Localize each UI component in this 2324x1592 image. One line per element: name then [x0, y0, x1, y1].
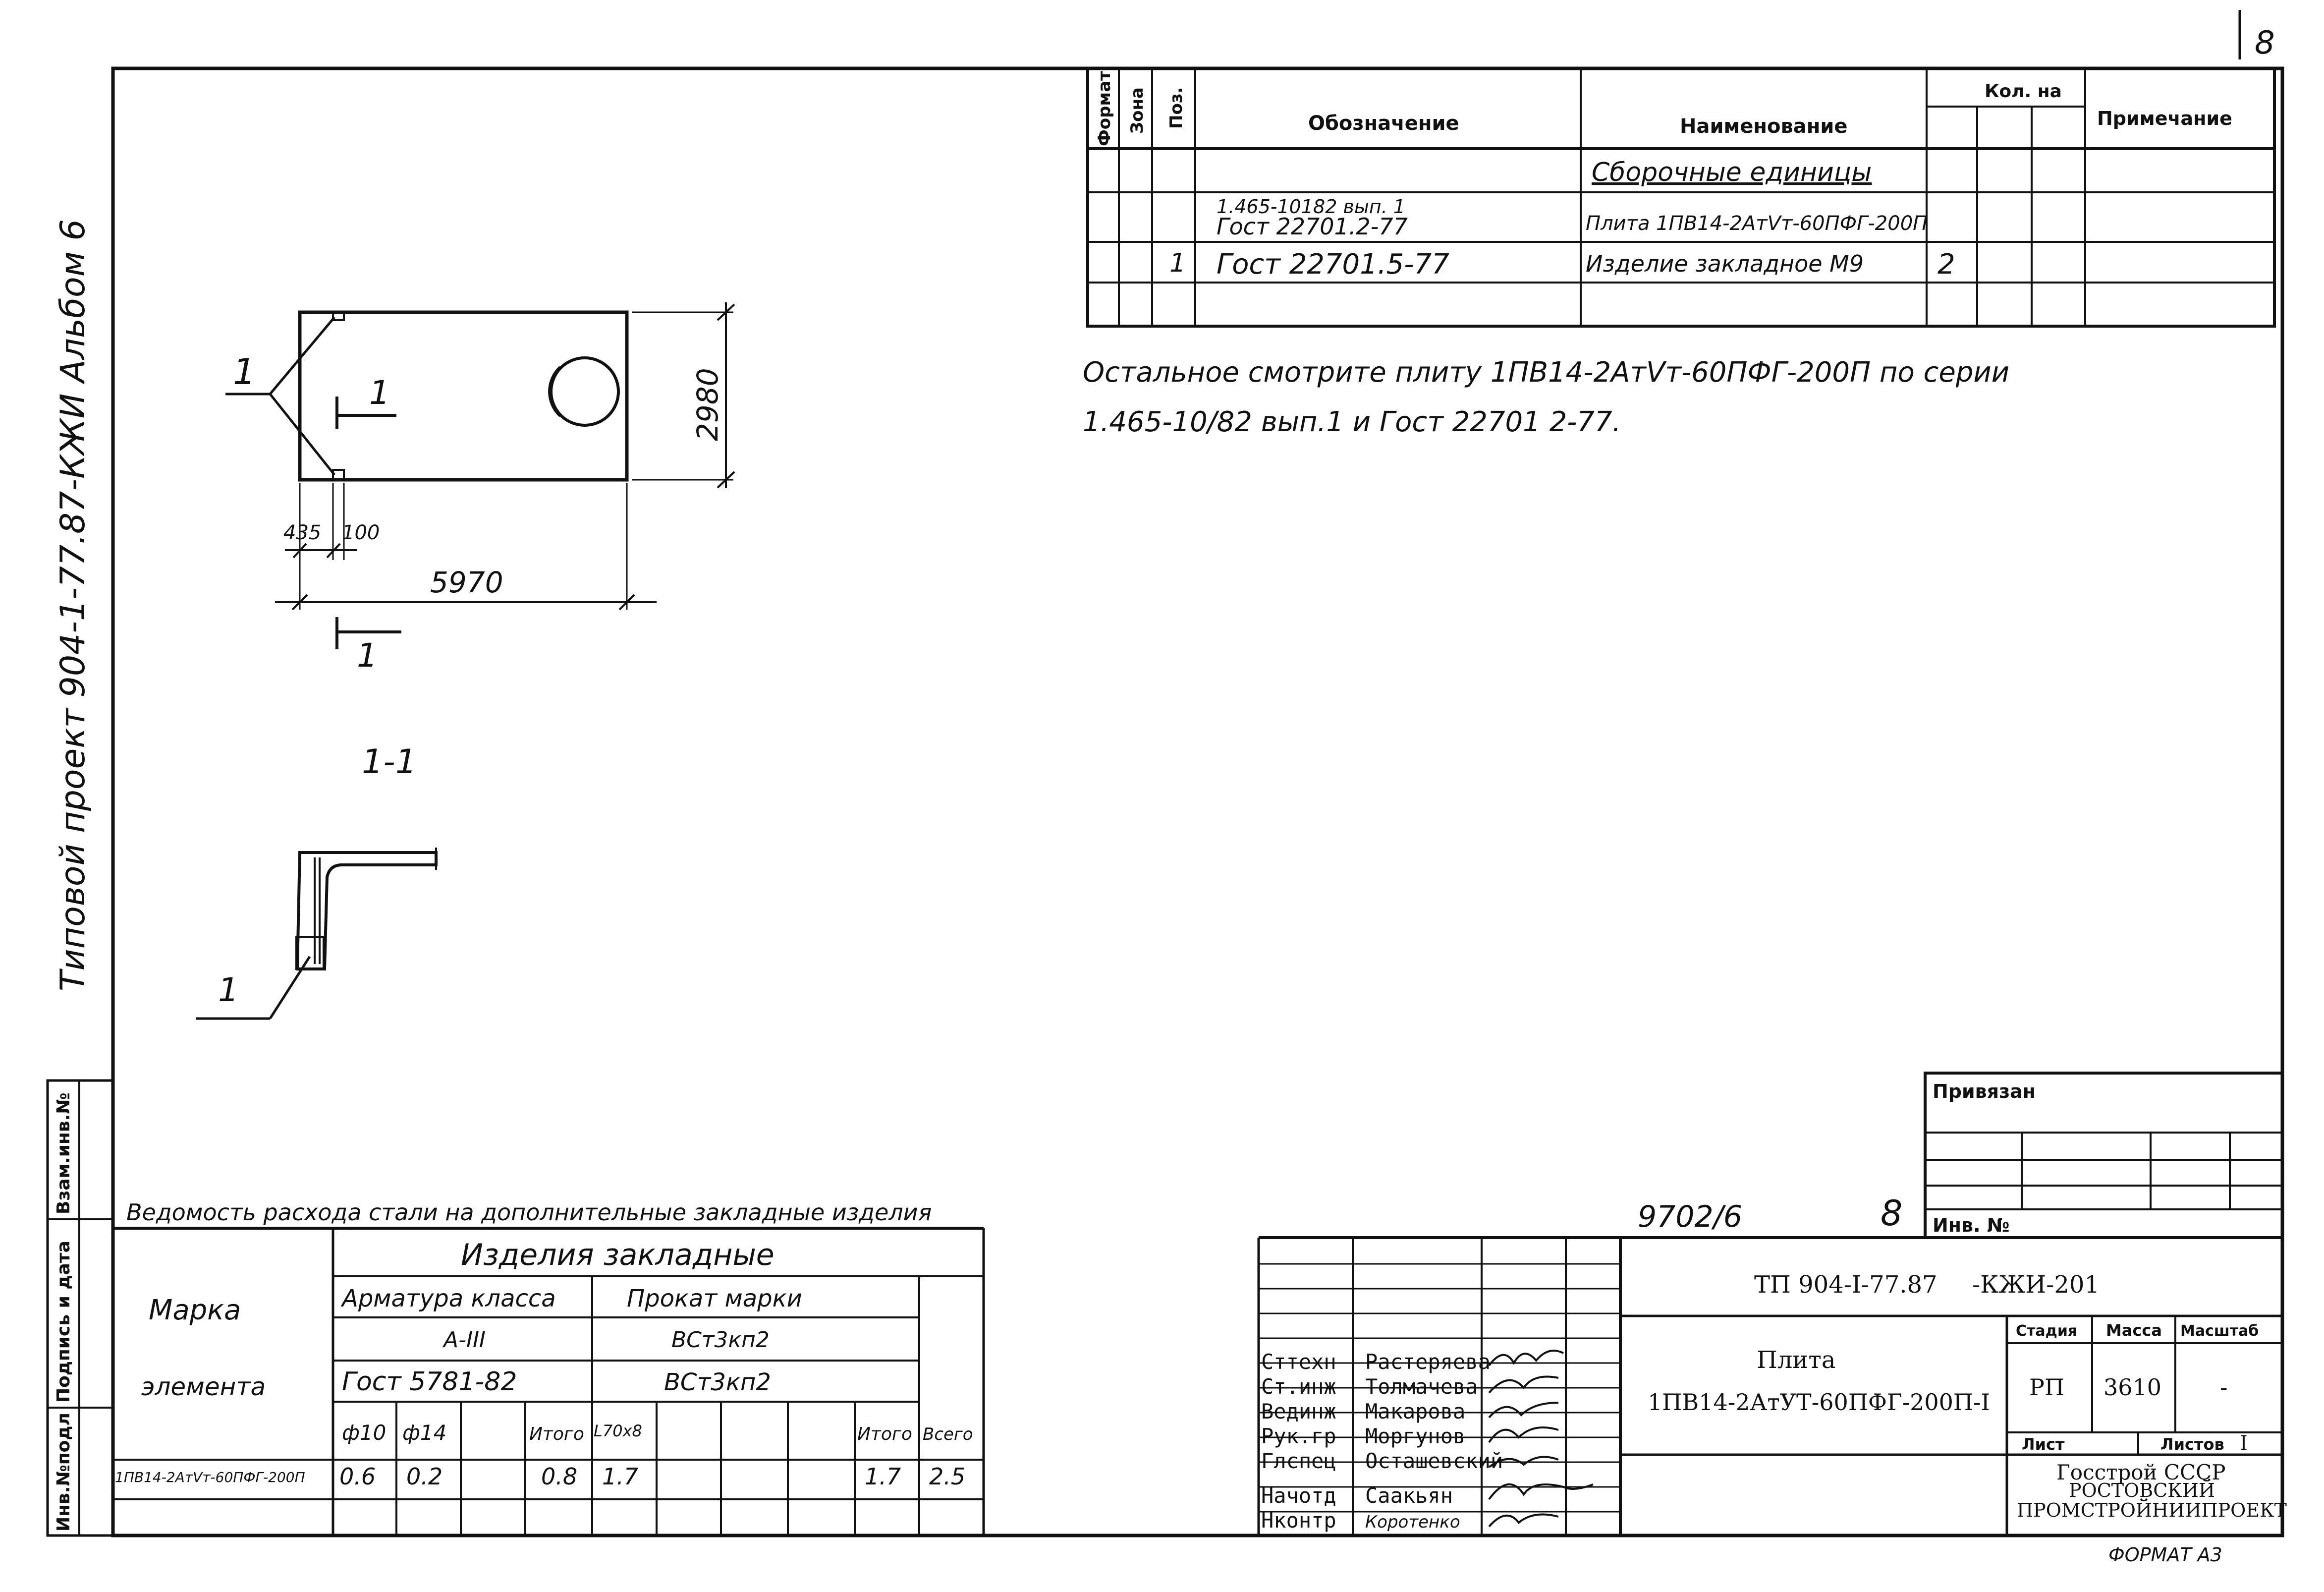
section-code: -КЖИ-201 [1972, 1271, 2100, 1299]
project-code: ТП 904-I-77.87 [1754, 1271, 1937, 1299]
steel-col-d14: ф14 [402, 1421, 447, 1445]
name-2: Толмачева [1365, 1374, 1478, 1399]
steel-row-d14: 0.2 [406, 1463, 443, 1490]
archive-sheet: 8 [1881, 1193, 1903, 1234]
stage-value: РП [2029, 1374, 2065, 1401]
steel-mark-label-2: элемента [141, 1372, 266, 1401]
margin-field-inventory: Инв.№подл [54, 1413, 74, 1532]
role-5: Глспец [1261, 1449, 1336, 1473]
steel-row-total: 0.8 [541, 1463, 578, 1490]
sheet-label: Лист [2022, 1435, 2065, 1454]
spec-row1-designation2: Гост 22701.2-77 [1217, 213, 1408, 240]
steel-table-title: Ведомость расхода стали на дополнительные закладные изделия [126, 1199, 932, 1226]
sheets-label: Листов [2160, 1435, 2224, 1454]
spec-header-zone: Зона [1127, 87, 1147, 134]
name-3: Макарова [1365, 1399, 1466, 1423]
steel-row-total2: 1.7 [865, 1463, 901, 1490]
steel-col-all: Всего [923, 1424, 973, 1444]
steel-col-d10: ф10 [342, 1421, 387, 1445]
spec-row2-designation: Гост 22701.5-77 [1217, 248, 1449, 281]
margin-vertical-title: Типовой проект 904-1-77.87-КЖИ Альбом 6 [54, 219, 93, 991]
role-1: Сттехн [1261, 1350, 1336, 1374]
sheets-value: I [2240, 1432, 2248, 1455]
steel-row-mark: 1ПВ14-2АтVт-60ПФГ-200П [115, 1469, 305, 1485]
section-mark-bottom: 1 [357, 636, 378, 675]
dim-small-2: 100 [342, 521, 380, 544]
steel-rebar-gost: Гост 5781-82 [342, 1367, 517, 1397]
sheet-number: 8 [2255, 25, 2275, 61]
steel-mark-label-1: Марка [149, 1294, 241, 1326]
mass-value: 3610 [2103, 1374, 2162, 1401]
steel-group-title: Изделия закладные [461, 1238, 775, 1272]
scale-label: Масштаб [2180, 1322, 2259, 1340]
spec-header-designation: Обозначение [1308, 112, 1459, 135]
spec-row2-name: Изделие закладное М9 [1586, 250, 1864, 277]
spec-header-note: Примечание [2097, 108, 2232, 129]
leader-label: 1 [233, 351, 256, 393]
spec-section-title: Сборочные единицы [1592, 158, 1872, 187]
archive-number: 9702/6 [1638, 1199, 1743, 1234]
steel-col-angle: L70х8 [594, 1421, 642, 1440]
spec-table-text [1095, 71, 2232, 281]
org-line-2: РОСТОВСКИЙ [2069, 1479, 2215, 1501]
dim-small-1: 435 [283, 521, 322, 544]
margin-field-signature: Подпись и дата [54, 1241, 74, 1403]
steel-profile-title: Прокат марки [627, 1285, 802, 1312]
spec-header-name: Наименование [1680, 115, 1848, 138]
org-line-1: Госстрой СССР [2056, 1460, 2226, 1484]
role-3: Вединж [1261, 1399, 1336, 1423]
signatures [1489, 1351, 1593, 1527]
note-line-1: Остальное смотрите плиту 1ПВ14-2АтVт-60ПФГ-200П по серии [1083, 356, 2010, 389]
dim-height: 2980 [691, 368, 724, 441]
doc-title-1: Плита [1757, 1346, 1836, 1374]
plan-view-labels [233, 351, 724, 675]
margin-stamp-strip [48, 1080, 113, 1535]
section-title: 1-1 [362, 742, 417, 782]
binding-title: Привязан [1933, 1080, 2036, 1102]
role-2: Ст.инж [1261, 1374, 1336, 1399]
steel-profile-grade-1: ВСт3кп2 [671, 1327, 770, 1353]
name-1: Растеряева [1365, 1350, 1491, 1374]
note-line-2: 1.465-10/82 вып.1 и Гост 22701 2-77. [1083, 406, 1621, 438]
spec-header-format: Формат [1095, 71, 1114, 146]
margin-field-replace: Взам.инв.№ [54, 1092, 74, 1214]
scale-value: - [2220, 1374, 2228, 1401]
dim-length: 5970 [430, 566, 503, 599]
name-6: Саакьян [1365, 1483, 1453, 1508]
spec-row1-name: Плита 1ПВ14-2АтVт-60ПФГ-200П [1586, 212, 1928, 235]
stage-label: Стадия [2016, 1322, 2078, 1340]
org-line-3: ПРОМСТРОЙНИИПРОЕКТ [2017, 1499, 2287, 1521]
section-mark-top: 1 [369, 374, 390, 412]
doc-title-2: 1ПВ14-2АтУТ-60ПФГ-200П-I [1648, 1389, 1990, 1416]
spec-row2-pos: 1 [1169, 248, 1186, 278]
round-opening [551, 358, 618, 425]
title-block-text [1261, 1271, 2287, 1533]
section-leader-label: 1 [218, 971, 239, 1009]
binding-inv-label: Инв. № [1933, 1214, 2010, 1236]
spec-header-qty: Кол. на [1985, 81, 2062, 102]
role-4: Рук.гр [1261, 1424, 1336, 1448]
steel-profile-grade-2: ВСт3кп2 [664, 1368, 771, 1396]
name-5: Осташевский [1365, 1449, 1503, 1473]
steel-row-d10: 0.6 [339, 1463, 376, 1490]
spec-row1-designation: 1.465-10182 вып. 1 [1217, 196, 1406, 218]
steel-col-total2: Итого [857, 1424, 912, 1444]
format-note: ФОРМАТ А3 [2108, 1544, 2222, 1566]
steel-rebar-class: Арматура класса [342, 1285, 556, 1312]
steel-col-total: Итого [529, 1424, 584, 1444]
steel-row-all: 2.5 [929, 1463, 966, 1490]
name-7: Коротенко [1365, 1512, 1460, 1532]
role-6: Начотд [1261, 1483, 1336, 1508]
role-7: Нконтр [1261, 1508, 1336, 1533]
steel-row-angle: 1.7 [602, 1463, 639, 1490]
mass-label: Масса [2106, 1321, 2162, 1340]
spec-row2-qty: 2 [1937, 248, 1955, 281]
spec-header-pos: Поз. [1166, 87, 1186, 129]
slab-outline [300, 312, 627, 480]
steel-rebar-grade: А-III [443, 1327, 486, 1353]
name-4: Моргунов [1365, 1424, 1466, 1448]
